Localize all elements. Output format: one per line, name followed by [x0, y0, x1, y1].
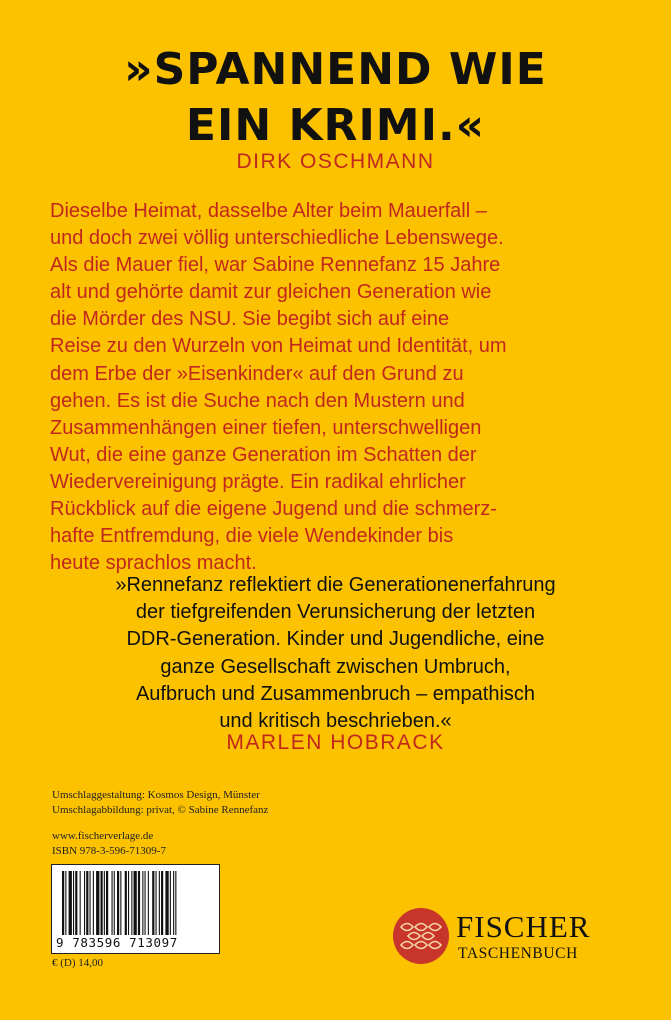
barcode-bar — [96, 871, 99, 935]
blurb-line: Wut, die eine ganze Generation im Schatten der — [50, 443, 477, 466]
blurb-line: gehen. Es ist die Suche nach den Mustern und — [50, 389, 465, 412]
barcode-bar — [145, 871, 146, 935]
isbn-text: ISBN 978-3-596-71309-7 — [52, 845, 166, 857]
barcode-bar — [148, 871, 149, 935]
quote-line: DDR-Generation. Kinder und Jugendliche, eine — [126, 628, 545, 651]
cover-design-credit: Umschlaggestaltung: Kosmos Design, Münster — [52, 789, 260, 801]
credits — [52, 788, 268, 859]
barcode-bar — [75, 871, 77, 935]
quote-line: ganze Gesellschaft zwischen Umbruch, — [160, 655, 511, 678]
barcode-bar — [117, 871, 119, 935]
barcode-bar — [159, 871, 160, 935]
blurb-line: dem Erbe der »Eisenkinder« auf den Grund zu — [50, 362, 464, 385]
barcode-bar — [125, 871, 127, 935]
barcode-bar — [142, 871, 143, 935]
barcode-bar — [69, 871, 72, 935]
barcode-bar — [156, 871, 157, 935]
barcode-bar — [73, 871, 74, 935]
headline-attribution: DIRK OSCHMANN — [236, 150, 435, 173]
publisher-name: FISCHER — [456, 909, 591, 944]
price: € (D) 14,00 — [52, 957, 104, 969]
barcode-bar — [175, 871, 176, 935]
blurb-line: und doch zwei völlig unterschiedliche Lebenswege. — [50, 227, 504, 250]
blurb-line: Reise zu den Wurzeln von Heimat und Identität, um — [50, 335, 507, 358]
publisher-imprint: TASCHENBUCH — [458, 945, 578, 962]
blurb-line: heute sprachlos macht. — [50, 552, 257, 575]
cover-image-credit: Umschlagabbildung: privat, © Sabine Rennefanz — [52, 804, 269, 816]
publisher-logo — [392, 907, 632, 977]
barcode-bar — [80, 871, 81, 935]
blurb-line: Rückblick auf die eigene Jugend und die schmerz- — [50, 498, 497, 521]
headline — [0, 42, 671, 154]
blurb-line: die Mörder des NSU. Sie begibt sich auf eine — [50, 308, 450, 331]
barcode-bar — [84, 871, 85, 935]
review-quote — [0, 572, 671, 735]
barcode-bar — [120, 871, 121, 935]
blurb-line: Dieselbe Heimat, dasselbe Alter beim Mauerfall – — [50, 200, 487, 222]
barcode-digits: 9 783596 713097 — [56, 935, 216, 950]
barcode-bar — [90, 871, 91, 935]
barcode-bar — [173, 871, 174, 935]
fischer-fish-icon — [392, 907, 450, 965]
barcode-bar — [128, 871, 129, 935]
barcode-bar — [131, 871, 132, 935]
barcode-bar — [161, 871, 163, 935]
barcode-bar — [165, 871, 168, 935]
barcode-bar — [152, 871, 154, 935]
blurb-line: Als die Mauer fiel, war Sabine Rennefanz 15 Jahre — [50, 254, 501, 277]
barcode-bar — [134, 871, 137, 935]
barcode-bar — [62, 871, 64, 935]
barcode-bar — [138, 871, 140, 935]
barcode-bar — [65, 871, 66, 935]
quote-line: »Rennefanz reflektiert die Generationenerfahrung — [115, 574, 556, 596]
headline-line-1: »SPANNEND WIE — [124, 44, 547, 95]
publisher-website: www.fischerverlage.de — [52, 830, 154, 842]
barcode-bars — [58, 871, 214, 935]
blurb-line: hafte Entfremdung, die viele Wendekinder bis — [50, 525, 454, 548]
barcode-bar — [112, 871, 113, 935]
quote-line: der tiefgreifenden Verunsicherung der letzten — [135, 601, 536, 624]
barcode-bar — [106, 871, 108, 935]
blurb-line: Wiedervereinigung prägte. Ein radikal ehrlicher — [50, 470, 466, 493]
barcode-bar — [86, 871, 88, 935]
quote-line: Aufbruch und Zusammenbruch – empathisch — [135, 682, 536, 705]
barcode-bar — [101, 871, 103, 935]
barcode-bar — [93, 871, 94, 935]
review-quote-attribution: MARLEN HOBRACK — [226, 731, 445, 754]
book-blurb — [50, 198, 630, 577]
barcode — [51, 864, 220, 954]
blurb-line: alt und gehörte damit zur gleichen Generation wie — [50, 281, 492, 304]
barcode-bar — [114, 871, 115, 935]
blurb-line: Zusammenhängen einer tiefen, unterschwelligen — [50, 416, 482, 439]
headline-line-2: EIN KRIMI.« — [185, 100, 486, 151]
barcode-bar — [104, 871, 105, 935]
barcode-bar — [170, 871, 171, 935]
quote-line: und kritisch beschrieben.« — [219, 710, 452, 733]
